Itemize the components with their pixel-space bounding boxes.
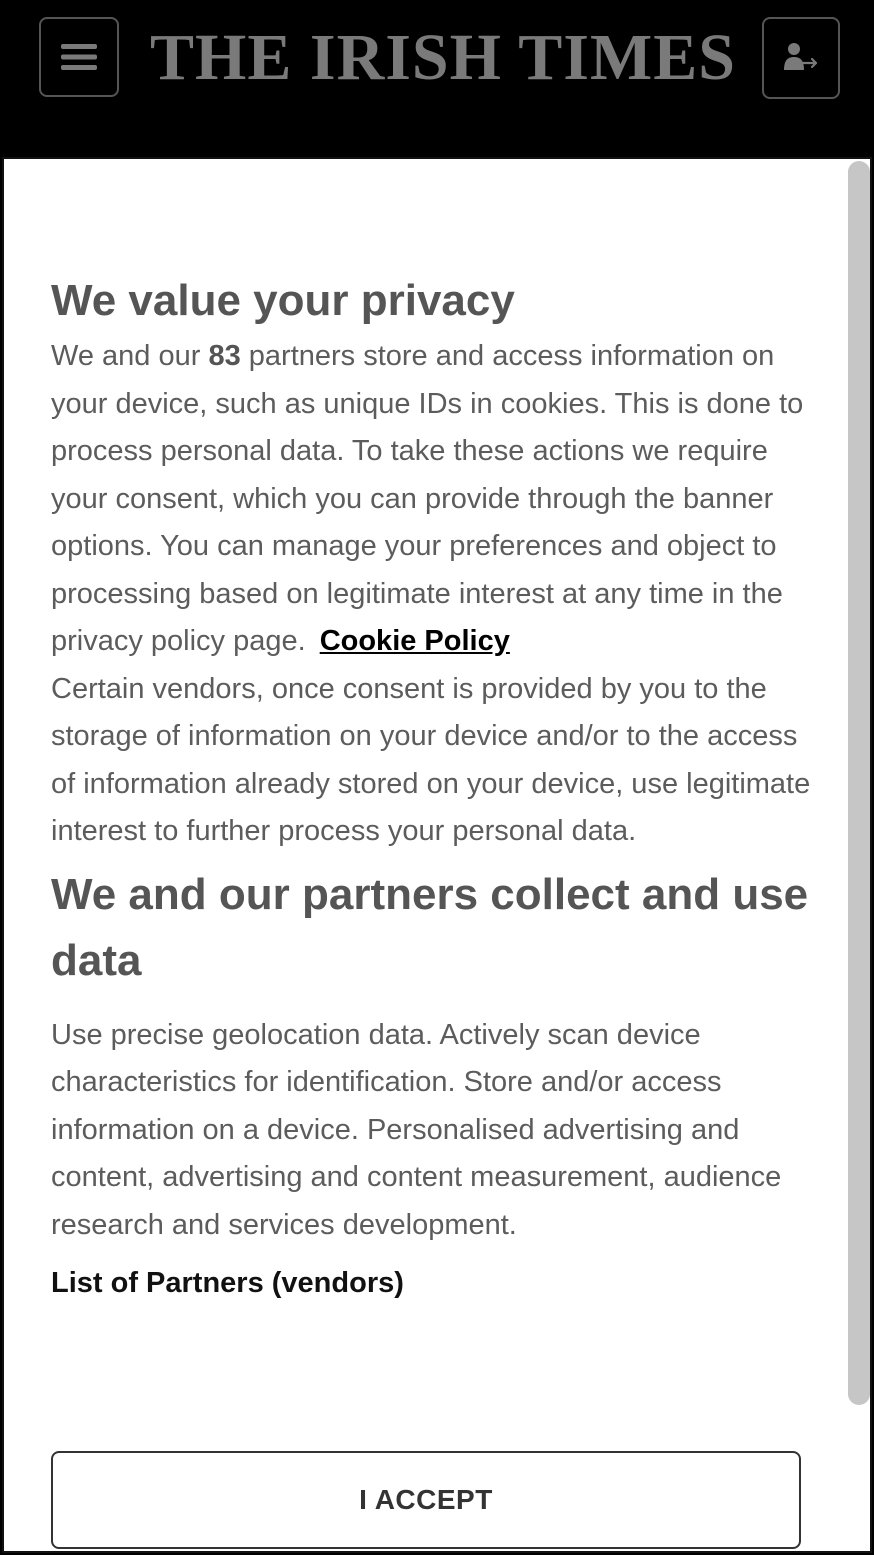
legitimate-interest-text: Certain vendors, once consent is provided by you to the storage of information on your device and/or to the access of information already stored on your device, use legitimate interest to further process your personal data.	[51, 672, 811, 847]
scrollbar-track[interactable]	[844, 159, 870, 1551]
user-sign-in-icon	[783, 42, 819, 74]
consent-intro	[51, 333, 811, 666]
purposes-text: Use precise geolocation data. Actively scan device characteristics for identification. Store and/or access information on a device. Personalised advertising and content, advertising and content measurement, audience research and services development.	[51, 1018, 782, 1241]
intro-text: partners store and access information on your device, such as unique IDs in cookies. This is done to process personal data. To take these actions we require your consent, which you can provide through the banner options. You can manage your preferences and object to processing based on legitimate interest at any time in the privacy policy page.	[51, 340, 804, 657]
consent-content	[51, 269, 811, 1305]
consent-title: We value your privacy	[51, 276, 515, 325]
consent-dialog	[2, 157, 872, 1553]
partner-count: 83	[208, 340, 241, 372]
site-header	[0, 0, 874, 156]
data-use-section-title: We and our partners collect and use data	[51, 869, 809, 985]
hamburger-menu-icon	[61, 42, 97, 72]
site-logo[interactable]: THE IRISH TIMES	[150, 21, 736, 94]
cookie-policy-link[interactable]: Cookie Policy	[319, 625, 510, 657]
menu-button[interactable]	[39, 17, 119, 97]
accept-button[interactable]: I ACCEPT	[51, 1451, 801, 1549]
partners-list-link[interactable]: List of Partners (vendors)	[51, 1267, 404, 1299]
intro-prefix: We and our	[51, 340, 209, 372]
scrollbar-thumb[interactable]	[848, 161, 870, 1405]
account-button[interactable]	[762, 17, 840, 99]
